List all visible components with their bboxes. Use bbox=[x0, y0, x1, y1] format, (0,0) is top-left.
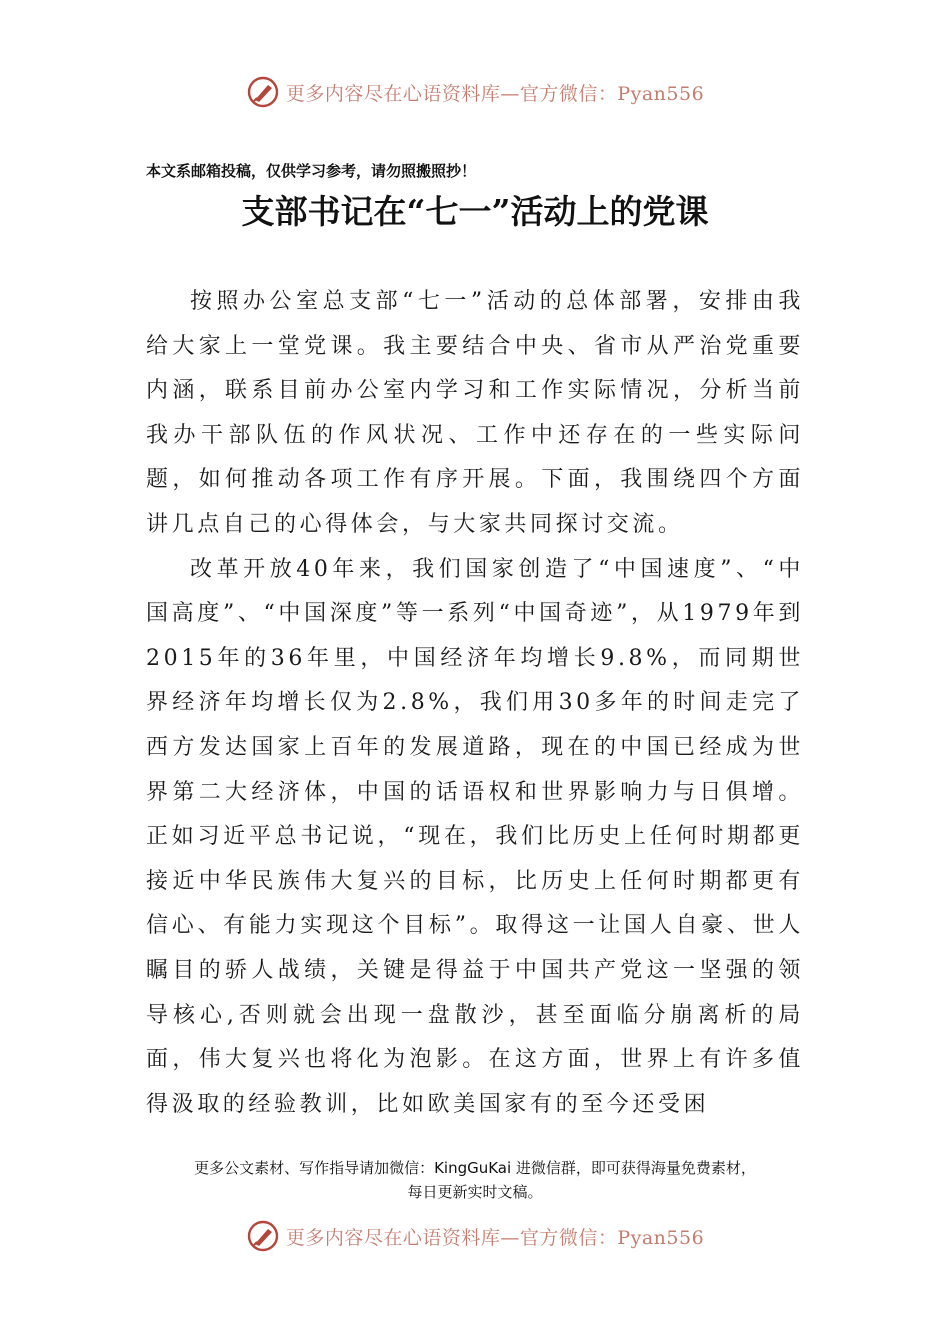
paragraph: 按照办公室总支部“七一”活动的总体部署，安排由我给大家上一堂党课。我主要结合中央、省市从严治党重要内涵，联系目前办公室内学习和工作实际情况，分析当前我办干部队伍的作风状况、工作中还存在的一些实际问题，如何推动各项工作有序开展。下面，我围绕四个方面讲几点自己的心得体会，与大家共同探讨交流。 bbox=[146, 289, 804, 537]
footer-promo bbox=[0, 1156, 950, 1204]
pen-nib-logo-icon bbox=[246, 75, 280, 109]
pen-nib-logo-icon bbox=[246, 1219, 280, 1253]
watermark-text: 更多内容尽在心语资料库—官方微信：Pyan556 bbox=[285, 1226, 705, 1249]
submission-notice: 本文系邮箱投稿，仅供学习参考，请勿照搬照抄！ bbox=[146, 162, 477, 180]
document-body bbox=[146, 280, 804, 1127]
watermark-header bbox=[0, 72, 950, 112]
document-title: 支部书记在“七一”活动上的党课 bbox=[241, 192, 709, 231]
watermark-footer bbox=[0, 1216, 950, 1256]
footer-line-1: 更多公文素材、写作指导请加微信：KingGuKai 进微信群，即可获得海量免费素材， bbox=[194, 1159, 756, 1177]
watermark-text: 更多内容尽在心语资料库—官方微信：Pyan556 bbox=[285, 82, 705, 105]
paragraph: 改革开放40年来，我们国家创造了“中国速度”、“中国高度”、“中国深度”等一系列“中国奇迹”，从1979年到2015年的36年里，中国经济年均增长9.8%，而同期世界经济年均增长仅为2.8%，我们用30多年的时间走完了西方发达国家上百年的发展道路，现在的中国已经成为世界第二大经济体，中国的话语权和世界影响力与日俱增。正如习近平总书记说，“现在，我们比历史上任何时期都更接近中华民族伟大复兴的目标，比历史上任何时期都更有信心、有能力实现这个目标”。取得这一让国人自豪、世人瞩目的骄人战绩，关键是得益于中国共产党这一坚强的领导核心,否则就会出现一盘散沙，甚至面临分崩离析的局面，伟大复兴也将化为泡影。在这方面，世界上有许多值得汲取的经验教训，比如欧美国家有的至今还受困 bbox=[146, 556, 804, 1117]
footer-line-2: 每日更新实时文稿。 bbox=[407, 1183, 543, 1201]
